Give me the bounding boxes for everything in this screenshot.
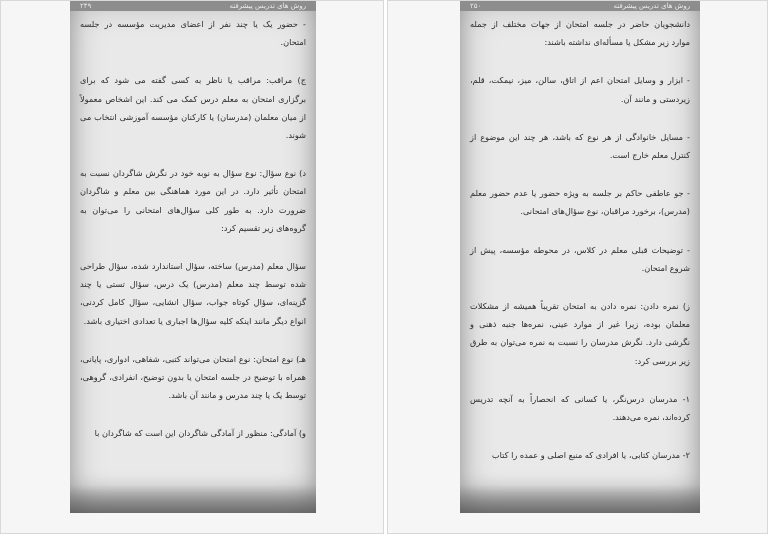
page-bottom-shadow	[70, 485, 316, 513]
paragraph: سؤال معلم (مدرس) ساخته، سؤال استاندارد شده، سؤال طراحی شده توسط چند معلم (مدرس) یک درس، سؤال تستی یا چند گزینه‌ای، سؤال کوتاه جواب، سؤال انشایی، سؤال کامل کردنی، انواع دیگر مانند اینکه کلیه سؤال‌ها اجباری یا تعدادی اختیاری باشد.	[80, 261, 306, 326]
page-number: ۲۵۰	[470, 2, 482, 10]
paragraph: د) نوع سؤال: نوع سؤال به نوبه خود در نگرش شاگردان نسبت به امتحان تأثیر دارد. در این مورد هماهنگی بین معلم و شاگردان ضرورت دارد. به طور کلی سؤال‌های امتحانی را می‌توان به گروه‌های زیر تقسیم کرد:	[80, 168, 306, 233]
paragraph: ج) مراقب: مراقب یا ناظر به کسی گفته می شود که برای برگزاری امتحان به معلم درس کمک می کند. این اشخاص معمولاً از میان معلمان (مدرسان) یا کارکنان مؤسسه آموزشی انتخاب می شوند.	[80, 75, 306, 141]
left-page-photo	[70, 1, 316, 513]
paragraph: دانشجویان حاضر در جلسه امتحان از جهات مختلف از جمله موارد زیر مشکل یا مسأله‌ای نداشته باشند:	[470, 19, 690, 48]
paragraph: هـ) نوع امتحان: نوع امتحان می‌تواند کتبی، شفاهی، ادواری، پایانی، همراه با توضیح در جلسه امتحان یا بدون توضیح، انفرادی، گروهی، توسط یک یا چند مدرس و مانند آن باشد.	[80, 353, 306, 401]
right-page-frame	[387, 0, 768, 534]
paragraph: - جو عاطفی حاکم بر جلسه به ویژه حضور یا عدم حضور معلم (مدرس)، برخورد مراقبان، نوع سؤال‌های امتحانی.	[470, 188, 690, 217]
left-page-frame	[0, 0, 384, 534]
running-title: روش های تدریس پیشرفته	[229, 2, 306, 10]
right-page-body	[470, 15, 690, 484]
paragraph: و) آمادگی: منظور از آمادگی شاگردان این است که شاگردان با	[94, 428, 306, 439]
left-page-header	[70, 1, 316, 11]
page-number: ۲۴۹	[80, 2, 92, 10]
paragraph: - توضیحات قبلی معلم در کلاس، در محوطه مؤسسه، پیش از شروع امتحان.	[470, 244, 690, 273]
paragraph: ۲- مدرسان کتابی، یا افرادی که منبع اصلی و عمده را کتاب	[491, 450, 690, 461]
paragraph: ز) نمره دادن: نمره دادن به امتحان تقریباً همیشه از مشکلات معلمان بوده، زیرا غیر از موارد عینی، نمره‌ها جنبه ذهنی و نگرشی دارد. نگرش مدرسان را نسبت به نمره می‌توان به طرق زیر بررسی کرد:	[470, 301, 690, 366]
left-page-body	[80, 15, 306, 463]
paragraph: - حضور یک یا چند نفر از اعضای مدیریت مؤسسه در جلسه امتحان.	[80, 19, 306, 48]
paragraph: - ابزار و وسایل امتحان اعم از اتاق، سالن، میز، نیمکت، قلم، زیردستی و مانند آن.	[470, 75, 690, 104]
right-page-photo	[460, 1, 700, 513]
right-page-header	[460, 1, 700, 11]
page-bottom-shadow	[460, 485, 700, 513]
paragraph: ۱- مدرسان درس‌نگر، یا کسانی که انحصاراً به آنچه تدریس کرده‌اند، نمره می‌دهند.	[470, 393, 690, 423]
running-title: روش های تدریس پیشرفته	[613, 2, 690, 10]
paragraph: - مسایل خانوادگی از هر نوع که باشد، هر چند این موضوع از کنترل معلم خارج است.	[470, 131, 690, 161]
